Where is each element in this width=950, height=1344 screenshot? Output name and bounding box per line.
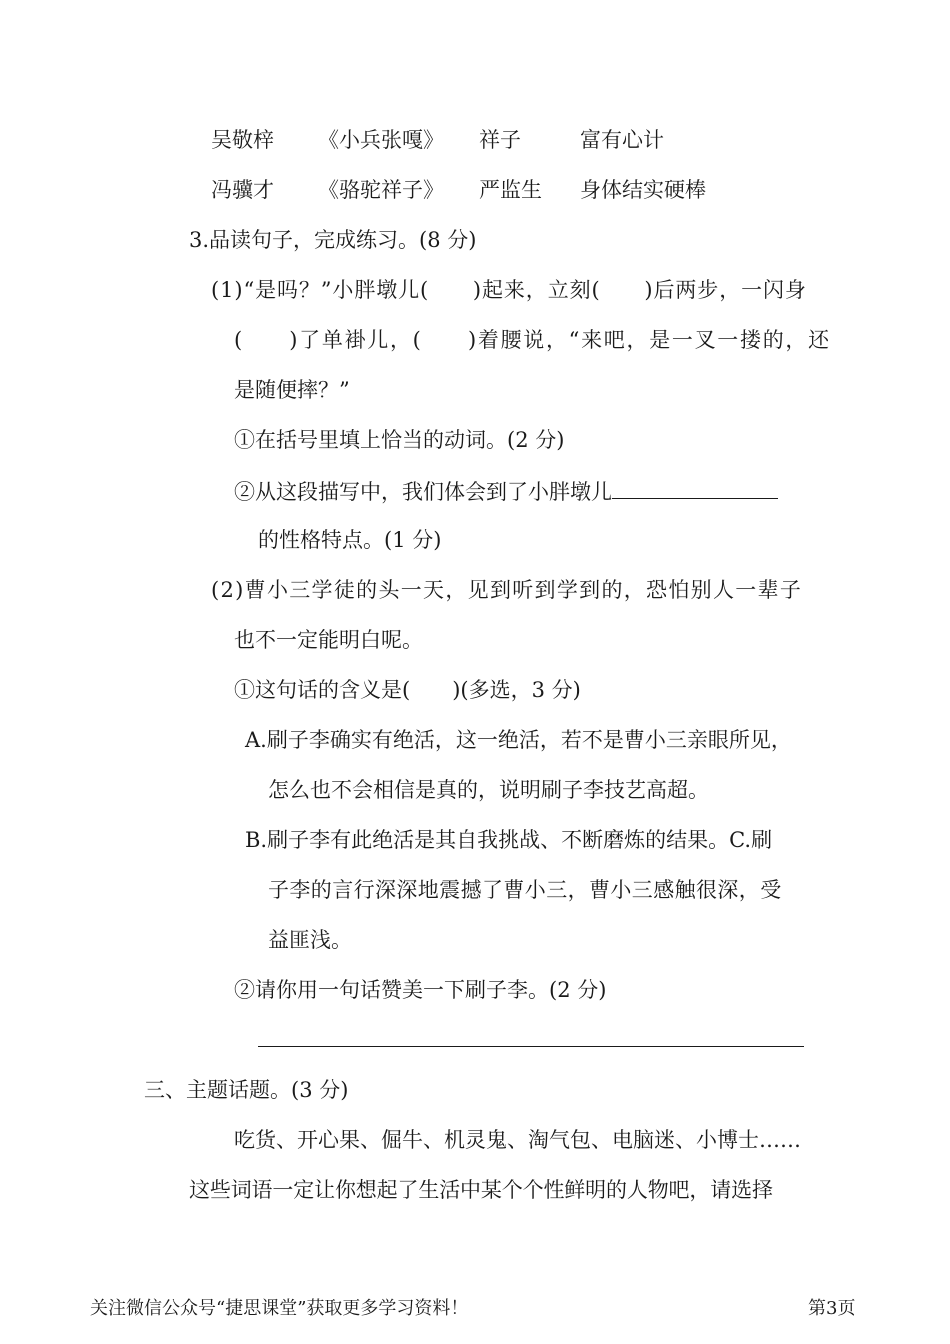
- q3-2-subquestion-1: ①这句话的含义是( )(多选，3 分): [234, 678, 581, 702]
- answer-blank[interactable]: [612, 476, 778, 499]
- option-b-line-3: 益匪浅。: [268, 928, 352, 952]
- author-cell: 吴敬梓: [211, 128, 274, 152]
- section-3-line-2: 这些词语一定让你想起了生活中某个个性鲜明的人物吧，请选择: [189, 1178, 773, 1202]
- q3-passage-2-line-1: (2)曹小三学徒的头一天，见到听到学到的，恐怕别人一辈子: [211, 578, 803, 602]
- question-3-heading: 3.品读句子，完成练习。(8 分): [189, 228, 477, 252]
- footer-promo-text: 关注微信公众号“捷思课堂”获取更多学习资料！: [90, 1298, 469, 1319]
- trait-cell: 身体结实硬棒: [580, 178, 706, 202]
- page-number: 第3页: [808, 1298, 856, 1319]
- answer-line[interactable]: [258, 1046, 804, 1047]
- trait-cell: 富有心计: [580, 128, 664, 152]
- book-cell: 《小兵张嘎》: [318, 128, 444, 152]
- section-3-line-1: 吃货、开心果、倔牛、机灵鬼、淘气包、电脑迷、小博士……: [234, 1128, 801, 1152]
- book-cell: 《骆驼祥子》: [318, 178, 444, 202]
- q3-1-subquestion-2-end: 的性格特点。(1 分): [258, 528, 442, 552]
- character-cell: 严监生: [479, 178, 542, 202]
- option-a-line-1: A.刷子李确实有绝活，这一绝活，若不是曹小三亲眼所见，: [245, 728, 792, 752]
- option-a-line-2: 怎么也不会相信是真的，说明刷子李技艺高超。: [268, 778, 709, 802]
- q3-1-subquestion-2: [234, 476, 778, 506]
- option-b-line-2: 子李的言行深深地震撼了曹小三，曹小三感触很深，受: [268, 878, 782, 902]
- character-cell: 祥子: [479, 128, 521, 152]
- option-b-line-1: B.刷子李有此绝活是其自我挑战、不断磨炼的结果。C.刷: [245, 828, 773, 852]
- section-3-heading: 三、主题话题。(3 分): [144, 1078, 349, 1102]
- author-cell: 冯骥才: [211, 178, 274, 202]
- q3-passage-2-line-2: 也不一定能明白呢。: [234, 628, 423, 652]
- q3-passage-1-line-3: 是随便摔？”: [234, 378, 350, 402]
- q3-2-subquestion-2: ②请你用一句话赞美一下刷子李。(2 分): [234, 978, 607, 1002]
- q3-1-subquestion-1: ①在括号里填上恰当的动词。(2 分): [234, 428, 565, 452]
- q3-passage-1-line-2: ( )了单褂儿，( )着腰说，“来吧，是一叉一搂的，还: [234, 328, 831, 352]
- subquestion-text: ②从这段描写中，我们体会到了小胖墩儿: [234, 480, 612, 504]
- q3-passage-1-line-1: (1)“是吗？”小胖墩儿( )起来，立刻( )后两步，一闪身: [211, 278, 807, 302]
